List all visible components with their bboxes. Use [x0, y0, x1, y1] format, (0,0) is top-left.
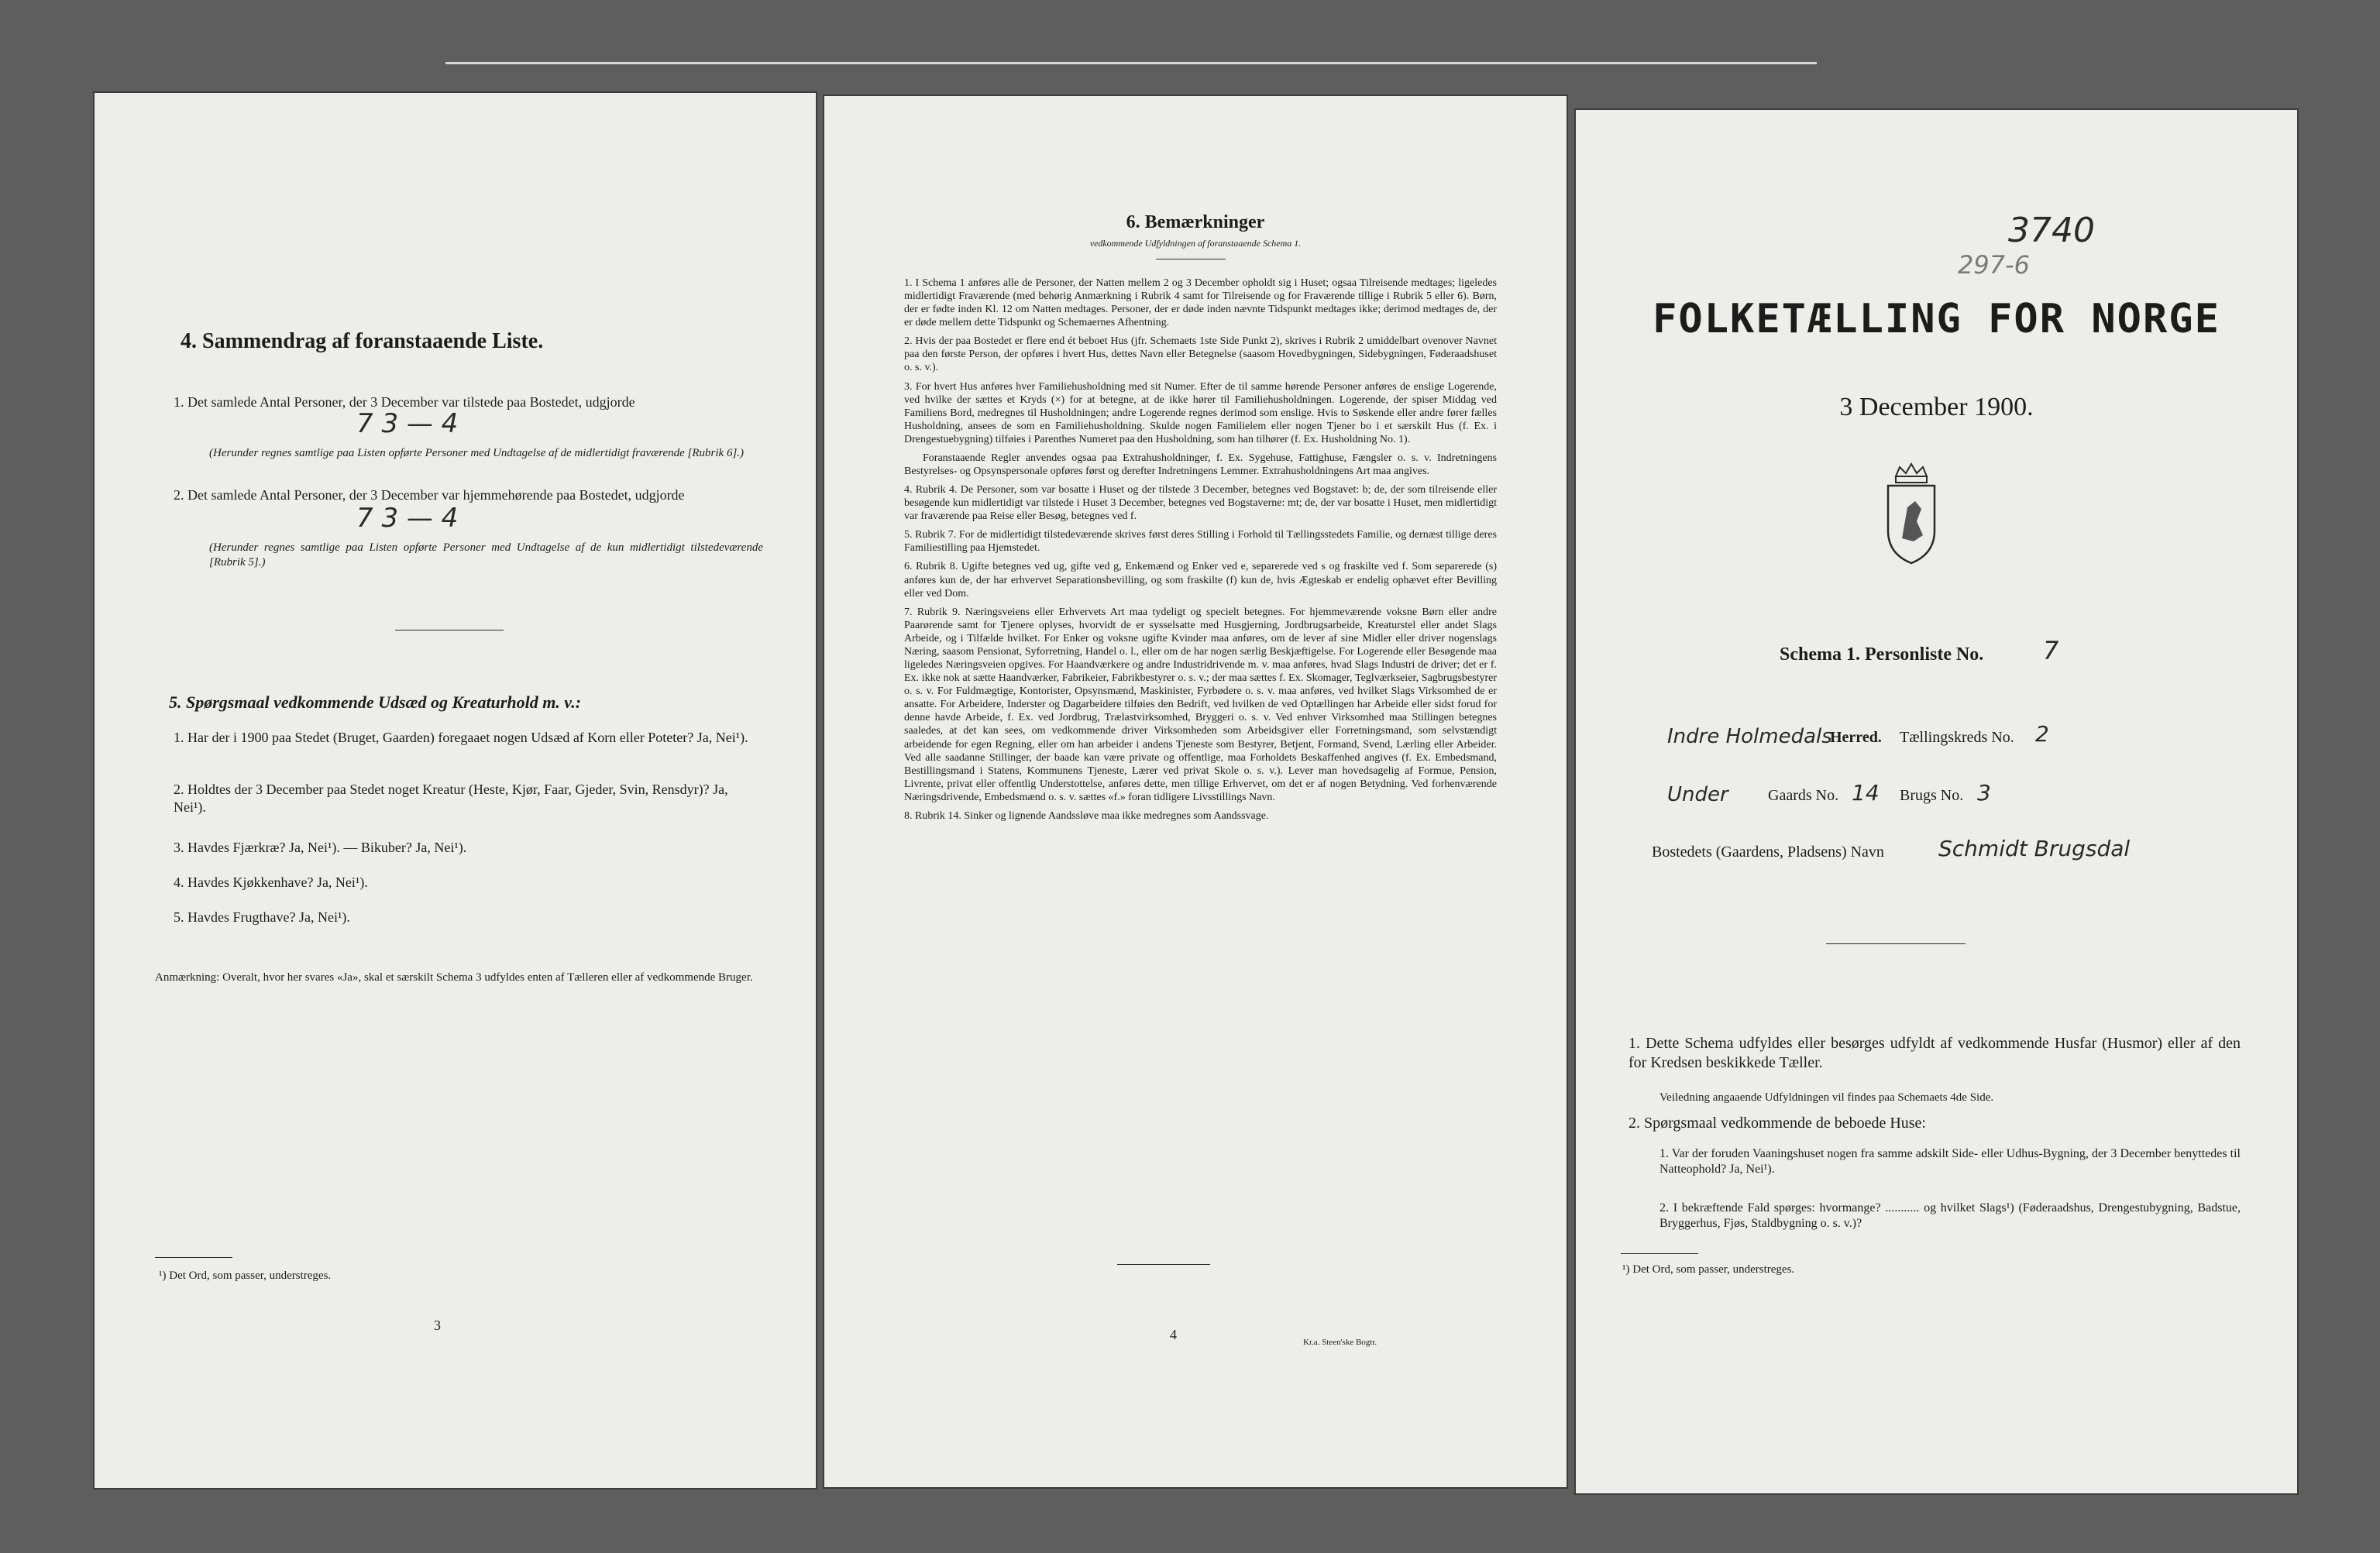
heading-questions: 5. Spørgsmaal vedkommende Udsæd og Kreaturhold m. v.: — [169, 692, 582, 712]
instruction-1-note: Veiledning angaaende Udfyldningen vil findes paa Schemaets 4de Side. — [1659, 1091, 1994, 1104]
heading-remarks: 6. Bemærkninger — [1126, 212, 1265, 232]
top-edge-line — [445, 62, 1817, 64]
page-3 — [93, 91, 817, 1489]
question-2: 2. Holdtes der 3 December paa Stedet noget Kreatur (Heste, Kjør, Faar, Gjeder, Svin, Rensdyr)? Ja, Nei¹). — [174, 782, 728, 815]
summary-item-2-note: (Herunder regnes samtlige paa Listen opførte Personer med Undtagelse af de kun midlertidigt tilstedeværende [Rubrik 5].) — [209, 541, 763, 569]
divider — [1826, 943, 1966, 944]
page-4 — [823, 94, 1568, 1489]
herred-label: Herred. — [1830, 729, 1882, 746]
remark-6: 6. Rubrik 8. Ugifte betegnes ved ug, gifte ved g, Enkemænd og Enker ved e, separerede ved s og fraskilte ved f. Som separerede (s) anføres kun de, der har erhvervet Separationsbevilling, og som fraskilte (f) kun de, hvis Ægteskab er endelig ophævet efter Bevilling eller ved Dom. — [904, 561, 1497, 600]
remark-7: 7. Rubrik 9. Næringsveiens eller Erhvervets Art maa tydeligt og specielt betegnes. For hjemmeværende voksne Børn eller andre Paarørende samt for Tjenere oplyses, hvorvidt de er sysselsatte med Husgjerning, Jordbrugsarbeide, Kreaturstel eller andet Slags Arbeide, og i Tilfælde hvilket. For Enker og voksne ugifte Kvinder maa anføres, om de lever af sine Midler eller driver nogenslags Næring, saasom Pensionat, Syforretning, Handel o. l., eller om de har nogen særlig Beskjæftigelse. For Logerende eller Besøgende maa ligeledes Næringsveien opgives. For Haandværkere og andre Industridrivende m. v. maa anføres, hvad Slags Industri de driver; det er f. Ex. ikke nok at sætte Haandværker, Fabrikeier, Fabrikbestyrer o. s. v.; der maa sættes f. Ex. Skomager, Teglværkseier, Sagbrugsbestyrer o. s. v. For Fuldmægtige, Kontorister, Opsynsmænd, Maskinister, Fyrbødere o. s. v. maa anføres, ved hvilket Slags Virksomhed de er ansatte. For Arbeidere, Inderster og Dagarbeidere tilføies den Bedrift, ved hvilken de ved Optællingen har Arbeide eller sidst forud for denne havde Arbeide, f. Ex. ved Jordbrug, Trælastvirksomhed, Bryggeri o. s. v. Ved enhver Virksomhed maa Stillingen betegnes saaledes, at det kan sees, om vedkommende driver Virksomheden som Arbeidsgiver eller Forretningsmand, som selvstændigt arbeidende for egen Regning, eller om han arbeider i andens Tjeneste som Bestyrer, Betjent, Formand, Svend, Lærling eller Arbeider. Ved alle saadanne Stillinger, der baade kan være private og offentlige, maa Forholdets Beskaffenhed angives (f. Ex. Embedsmand, Bestillingsmand i Statens, Kommunens Tjeneste, Lærer ved privat Skole o. s. v.). Lever man hovedsagelig af Formue, Pension, Livrente, privat eller offentlig Understottelse, anføres dette, men tillige Erhvervet, om det er af nogen Betydning. Ved forhenværende Næringsdrivende, Embedsmænd o. s. v. sættes «f.» foran tidligere Livsstillings Navn. — [904, 606, 1497, 803]
question-3: 3. Havdes Fjærkræ? Ja, Nei¹). — Bikuber? Ja, Nei¹). — [174, 840, 467, 855]
remark-8: 8. Rubrik 14. Sinker og lignende Aandssløve maa ikke medregnes som Aandssvage. — [904, 809, 1269, 822]
remark-3: 3. For hvert Hus anføres hver Familiehusholdning med sit Numer. Efter de til samme hørende Personer anføres de enslige Logerende, ved hvilke der sættes et Kryds (×) for at betegne, at de ikke hører til Familiehusholdningen. Logerende, der spiser Middag ved Familiens Bord, medregnes til Husholdningen; andre Logerende regnes derimod som enslige. Hvis to Søskende eller andre fører fælles Husholdning, ansees de som en Familiehusholdning. Skulde nogen Familielem eller nogen Tjener bo i et særskilt Hus (f. Ex. i Drengestuebygning) tilføies i Parenthes Numeret paa den Husholdning, som han tilhører (f. Ex. Husholdning No. 1). — [904, 380, 1497, 445]
remark-3b: Foranstaaende Regler anvendes ogsaa paa Extrahusholdninger, f. Ex. Sygehuse, Fattighuse, Fængsler o. s. v. Indretningens Bestyrelses- og Opsynspersonale opføres først og derefter Indretningens Lemmer. Extrahusholdningens Art maa angives. — [904, 452, 1497, 478]
norway-coat-of-arms-icon — [1876, 461, 1946, 569]
instruction-2-2: 2. I bekræftende Fald spørges: hvormange? ........... og hvilket Slags¹) (Føderaadshus, Drengestubygning, Badstue, Bryggerhus, Fjøs, Staldbygning o. s. v.)? — [1659, 1201, 2241, 1230]
page-number-4: 4 — [1170, 1327, 1177, 1342]
question-4: 4. Havdes Kjøkkenhave? Ja, Nei¹). — [174, 874, 368, 890]
gaard-number: 14 — [1852, 780, 1880, 806]
schema-label: Schema 1. Personliste No. — [1780, 644, 1984, 665]
heading-remarks-sub: vedkommende Udfyldningen af foranstaaende Schema 1. — [1089, 238, 1302, 249]
heading-summary: 4. Sammendrag af foranstaaende Liste. — [181, 329, 544, 353]
footnote-rule — [1621, 1253, 1698, 1254]
gaard-prefix: Under — [1667, 783, 1728, 806]
footnote: ¹) Det Ord, som passer, understreges. — [1622, 1263, 1795, 1276]
form-date: 3 December 1900. — [1839, 393, 2034, 421]
remarks-list — [904, 277, 1497, 828]
archive-number: 3740 — [2008, 211, 2095, 250]
bosted-label: Bostedets (Gaardens, Pladsens) Navn — [1652, 843, 1884, 861]
remark: Anmærkning: Overalt, hvor her svares «Ja», skal et særskilt Schema 3 udfyldes enten af Tælleren eller af vedkommende Bruger. — [155, 971, 753, 984]
remark-2: 2. Hvis der paa Bostedet er flere end ét beboet Hus (jfr. Schemaets 1ste Side Punkt 2), skrives i Rubrik 2 umiddelbart ovenover Navnet paa den første Person, der opføres i hvert Hus, dettes Navn eller Betegnelse (saasom Hovedbygningen, Sidebygningen, Føderaadshuset o. s. v.). — [904, 335, 1497, 374]
kreds-number: 2 — [2035, 721, 2049, 747]
archive-code: 297-6 — [1958, 250, 2030, 280]
page-number-3: 3 — [434, 1318, 441, 1333]
summary-item-2-handwritten: 7 3 — 4 — [356, 503, 459, 534]
form-title: FOLKETÆLLING FOR NORGE — [1653, 296, 2220, 342]
summary-item-1-note: (Herunder regnes samtlige paa Listen opførte Personer med Undtagelse af de midlertidigt fraværende [Rubrik 6].) — [209, 447, 745, 459]
remark-5: 5. Rubrik 7. For de midlertidigt tilstedeværende skrives først deres Stilling i Forhold til Tællingsstedets Familie, og dernæst tillige deres Familiestilling paa Hjemstedet. — [904, 529, 1497, 555]
gaard-label: Gaards No. — [1768, 787, 1839, 804]
remark-4: 4. Rubrik 4. De Personer, som var bosatte i Huset og der tilstede 3 December, betegnes ved Bogstavet: b; de, der som tilreisende eller besøgende kun midlertidigt var tilstede i Huset 3 December, betegnes ved Bogstaverne: mt; de, der var bosatte i Huset, men midlertidigt var fraværende paa Reise eller Besøg, betegnes ved f. — [904, 484, 1497, 523]
personliste-number: 7 — [2043, 636, 2059, 665]
printer-mark: Kr.a. Steen'ske Bogtr. — [1303, 1338, 1377, 1347]
remark-1: 1. I Schema 1 anføres alle de Personer, der Natten mellem 2 og 3 December opholdt sig i Huset; ogsaa Tilreisende medtages; ligeledes midlertidigt Fraværende (med behørig Anmærkning i Rubrik 4 samt for Tilreisende og for Fraværende tillige i Rubrik 5 eller 6). Børn, der er fødte inden Kl. 12 om Natten medtages. Personer, der er døde inden nævnte Tidspunkt medtages ikke; derimod medtages de, der er døde mellem dette Tidspunkt og Schemaernes Afhentning. — [904, 277, 1497, 329]
instruction-1: 1. Dette Schema udfyldes eller besørges udfyldt af vedkommende Husfar (Husmor) eller af den for Kredsen beskikkede Tæller. — [1629, 1035, 2241, 1071]
summary-item-1-handwritten: 7 3 — 4 — [356, 408, 459, 439]
footnote: ¹) Det Ord, som passer, understreges. — [159, 1270, 332, 1282]
question-5: 5. Havdes Frugthave? Ja, Nei¹). — [174, 909, 350, 925]
kreds-label: Tællingskreds No. — [1900, 729, 2014, 746]
herred-name: Indre Holmedals — [1667, 725, 1832, 748]
instruction-2-1: 1. Var der foruden Vaaningshuset nogen fra samme adskilt Side- eller Udhus-Bygning, der 3 December benyttedes til Natteophold? Ja, Nei¹). — [1659, 1147, 2241, 1176]
end-rule — [1117, 1264, 1210, 1265]
brugs-number: 3 — [1977, 780, 1991, 806]
page-1 — [1574, 108, 2299, 1495]
question-1: 1. Har der i 1900 paa Stedet (Bruget, Gaarden) foregaaet nogen Udsæd af Korn eller Poteter? Ja, Nei¹). — [174, 730, 748, 745]
brugs-label: Brugs No. — [1900, 787, 1964, 804]
instruction-2: 2. Spørgsmaal vedkommende de beboede Huse: — [1629, 1115, 1926, 1132]
summary-item-1: 1. Det samlede Antal Personer, der 3 December var tilstede paa Bostedet, udgjorde — [174, 394, 635, 410]
bosted-name: Schmidt Brugsdal — [1938, 836, 2131, 861]
footnote-rule — [155, 1257, 232, 1258]
summary-item-2: 2. Det samlede Antal Personer, der 3 December var hjemmehørende paa Bostedet, udgjorde — [174, 487, 685, 503]
